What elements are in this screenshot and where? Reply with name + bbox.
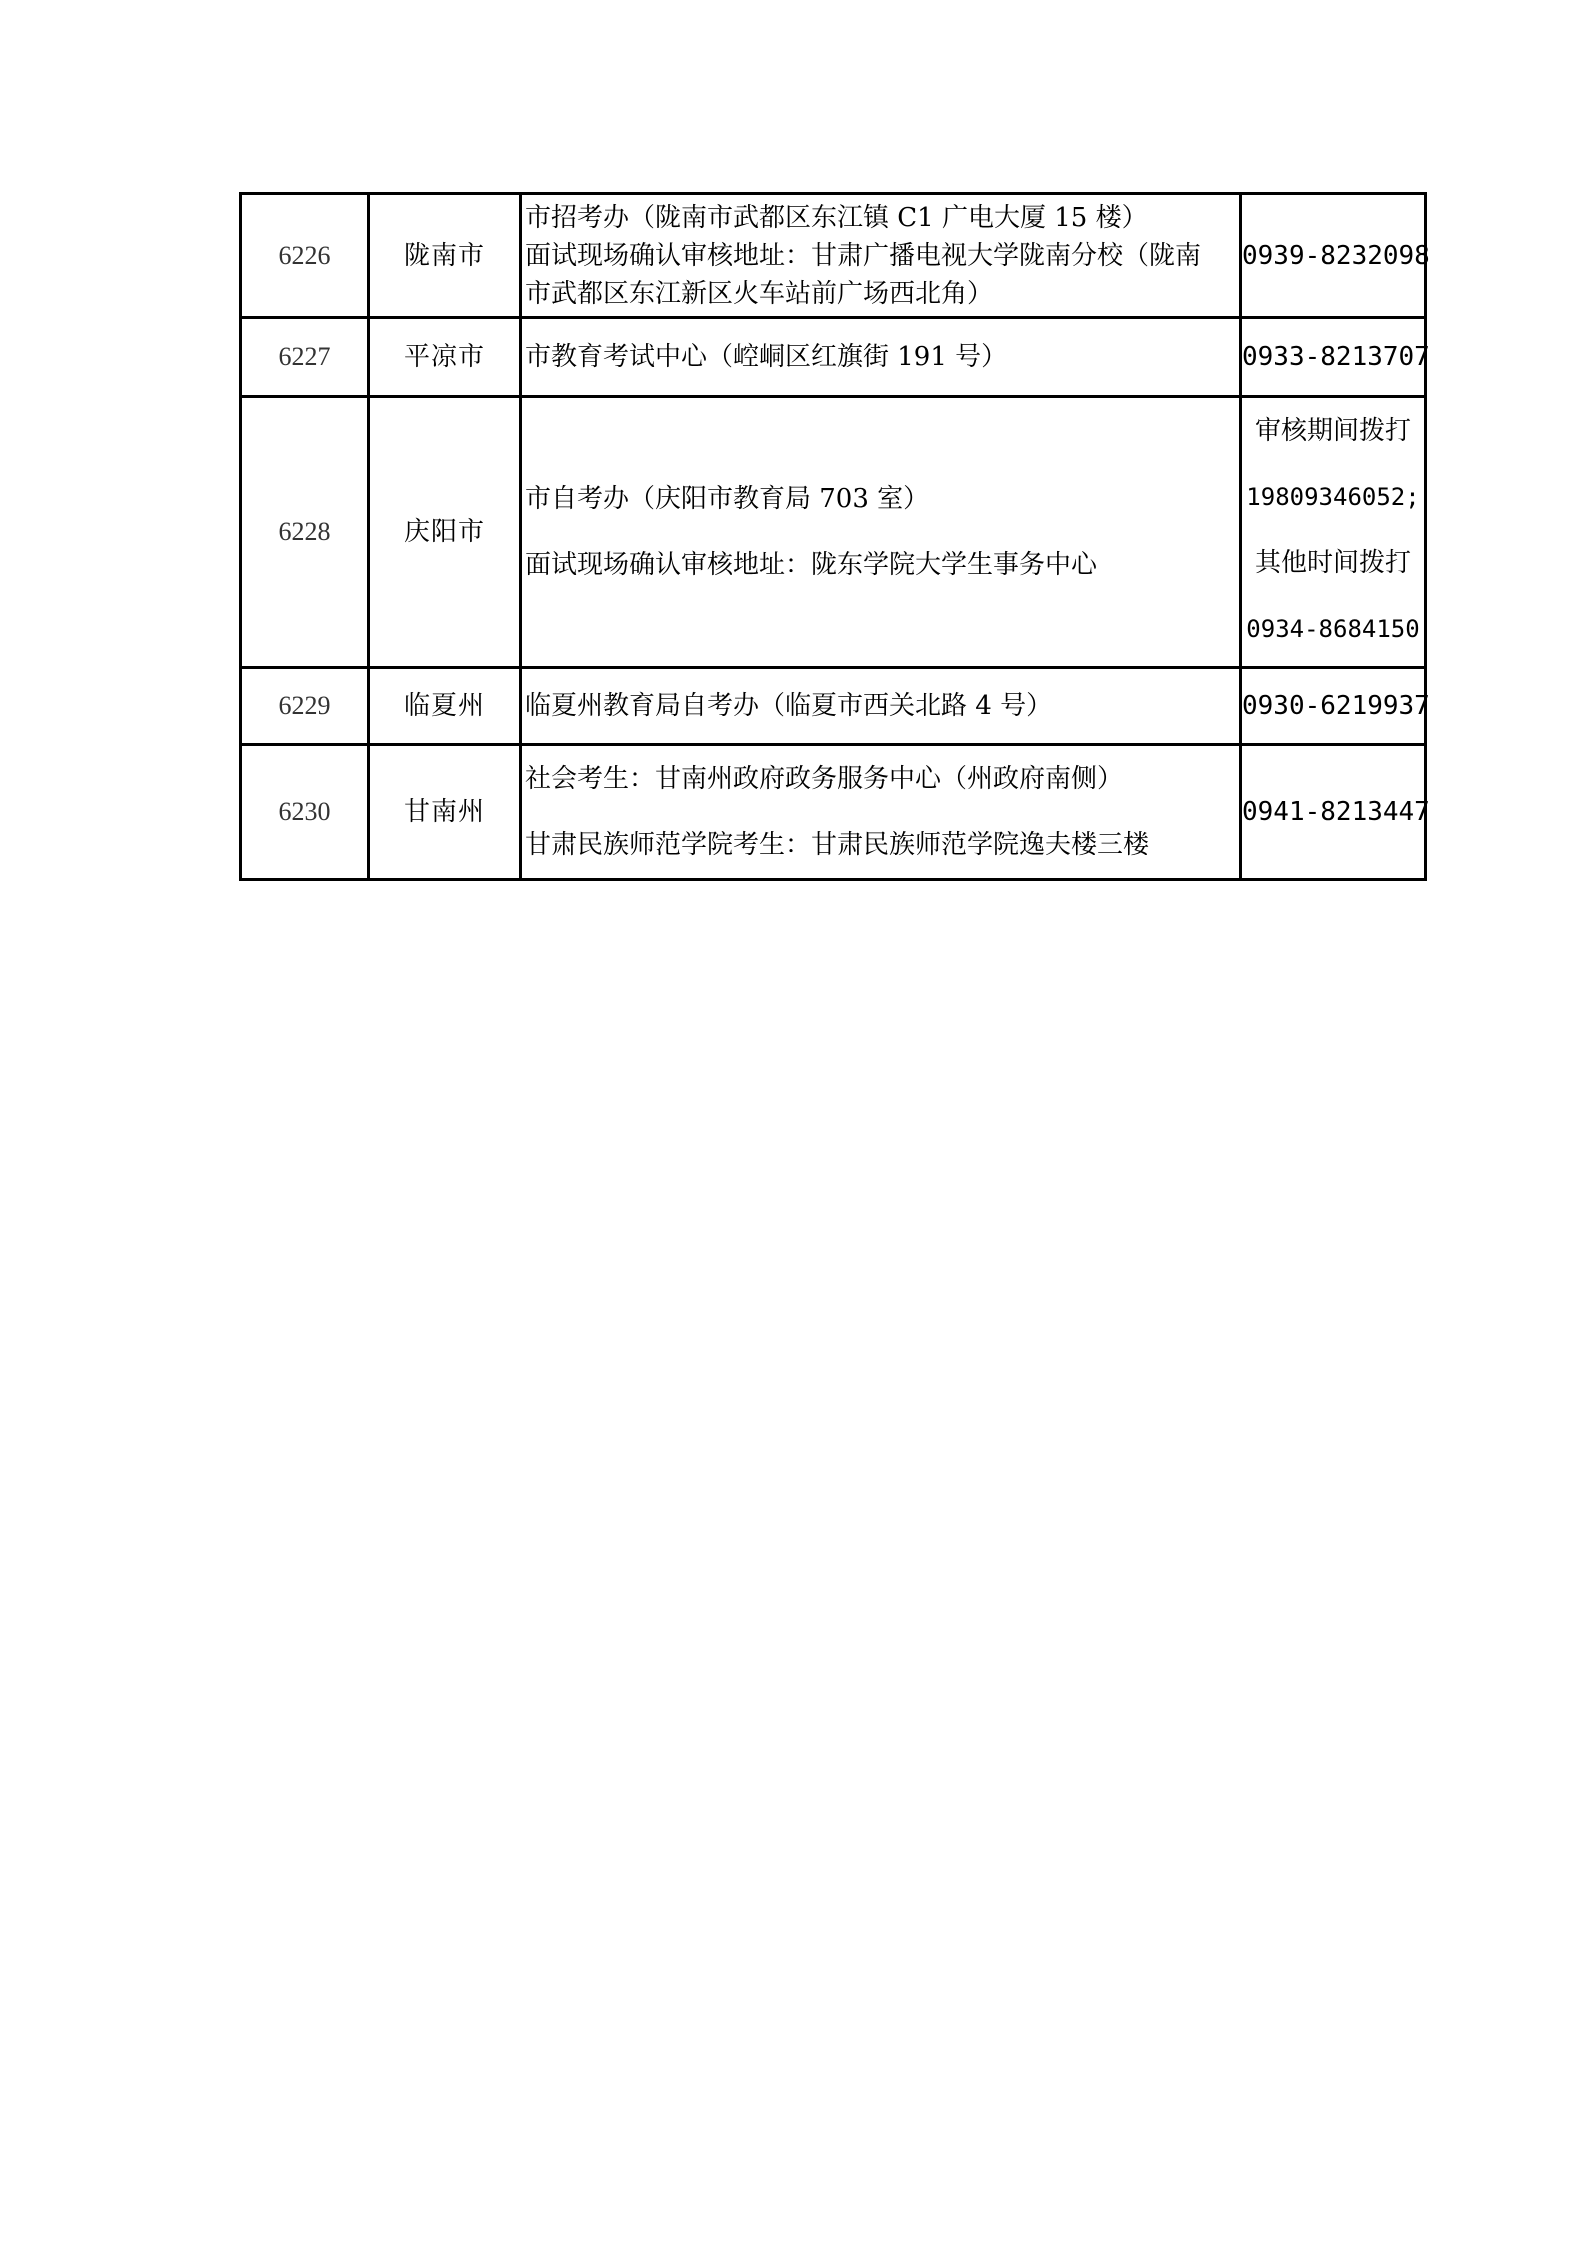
exam-code-cell: 6230 — [241, 745, 369, 880]
region-cell: 平凉市 — [369, 318, 521, 397]
phone-note: 审核期间拨打 — [1254, 416, 1411, 446]
exam-code-cell: 6226 — [241, 194, 369, 318]
table-row — [241, 194, 1426, 318]
address-line: 甘肃民族师范学院考生：甘肃民族师范学院逸夫楼三楼 — [525, 830, 1150, 860]
address-cell — [521, 745, 1241, 880]
address-line: 市教育考试中心（崆峒区红旗街 191 号） — [525, 342, 1008, 372]
address-line: 社会考生：甘南州政府政务服务中心（州政府南侧） — [525, 764, 1124, 794]
address-line: 市招考办（陇南市武都区东江镇 C1 广电大厦 15 楼） — [525, 202, 1148, 233]
phone-cell — [1241, 318, 1430, 397]
address-line: 市自考办（庆阳市教育局 703 室） — [525, 484, 930, 514]
phone-number: 0934-8684150 — [1246, 615, 1420, 643]
table-row — [241, 318, 1426, 397]
phone-number: 0933-8213707 — [1242, 342, 1430, 372]
phone-note: 其他时间拨打 — [1254, 548, 1411, 578]
phone-cell — [1241, 397, 1426, 668]
region-cell: 临夏州 — [369, 668, 521, 745]
exam-code-cell: 6227 — [241, 318, 369, 397]
table-row — [241, 397, 1426, 668]
exam-code-cell: 6228 — [241, 397, 369, 668]
address-cell — [521, 668, 1241, 745]
phone-number: 0941-8213447 — [1242, 797, 1430, 827]
address-line: 临夏州教育局自考办（临夏市西关北路 4 号） — [525, 691, 1053, 721]
address-cell — [521, 318, 1241, 397]
address-cell — [521, 194, 1241, 318]
region-cell: 庆阳市 — [369, 397, 521, 668]
address-line: 面试现场确认审核地址：陇东学院大学生事务中心 — [525, 550, 1098, 580]
address-cell — [521, 397, 1241, 668]
region-cell: 甘南州 — [369, 745, 521, 880]
address-line: 面试现场确认审核地址：甘肃广播电视大学陇南分校（陇南 — [525, 240, 1202, 271]
exam-code-cell: 6229 — [241, 668, 369, 745]
exam-office-table — [239, 192, 1430, 881]
table-row — [241, 745, 1426, 880]
phone-cell — [1241, 745, 1430, 880]
address-line: 市武都区东江新区火车站前广场西北角） — [525, 278, 994, 309]
phone-number: 0939-8232098 — [1242, 240, 1430, 271]
table-row — [241, 668, 1426, 745]
region-cell: 陇南市 — [369, 194, 521, 318]
phone-number: 19809346052; — [1246, 483, 1420, 511]
phone-number: 0930-6219937 — [1242, 691, 1430, 721]
phone-cell — [1241, 194, 1430, 318]
phone-cell — [1241, 668, 1430, 745]
